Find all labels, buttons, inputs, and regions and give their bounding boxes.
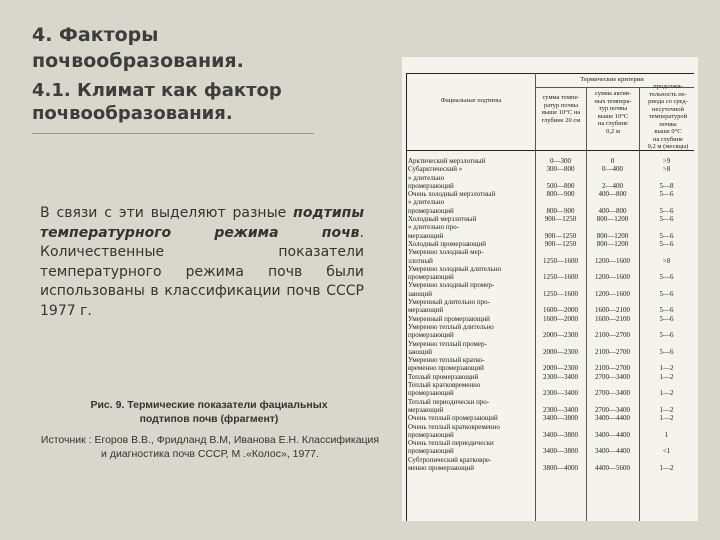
- table-cell: [639, 423, 694, 431]
- table-cell: 5—6: [659, 314, 674, 323]
- table-cell: [639, 439, 694, 447]
- table-cell: Очень теплый периодически: [408, 439, 494, 448]
- body-text: [40, 204, 364, 321]
- table-cell: 3400—3800: [543, 414, 578, 423]
- table-row: [408, 290, 696, 298]
- table-cell: промерзающий: [408, 206, 454, 215]
- table-cell: 1200—1600: [595, 256, 630, 265]
- table-cell: 4400—5600: [595, 463, 630, 472]
- table-cell: зающий: [408, 289, 432, 298]
- table-row: [408, 281, 696, 289]
- table-cell: 5—6: [659, 239, 674, 248]
- table-cell: 5—6: [659, 289, 674, 298]
- table-cell: 0—300: [550, 157, 571, 165]
- table-cell: [586, 281, 639, 289]
- table-row: [408, 198, 696, 206]
- table-cell: 1: [664, 430, 669, 439]
- table-cell: [639, 265, 694, 273]
- table-cell: временно промерзающий: [408, 364, 484, 373]
- table-cell: » длительно: [408, 173, 445, 182]
- table-cell: Субарктический »: [408, 165, 463, 174]
- table-cell: 1—2: [659, 463, 674, 472]
- table-cell: Очень теплый кратковременно: [408, 422, 500, 431]
- table-cell: 5—6: [659, 231, 674, 240]
- table-row: [408, 306, 696, 314]
- table-row: [408, 389, 696, 397]
- table-cell: Умеренно холодный промер-: [408, 281, 495, 290]
- table-cell: 1600—2000: [543, 306, 578, 315]
- table-row: [408, 340, 696, 348]
- table-row: [408, 431, 696, 439]
- table-cell: 2300—3400: [543, 372, 578, 381]
- table-cell: [639, 398, 694, 406]
- table-header-cell: продолжи- тельность пе- риода со сред- несуточной температурой почвы выше 0°С на глубине 0,2 м (месяцы): [647, 83, 689, 150]
- figure-source: Источник : Егоров В.В., Фридланд В.М, Иванова Е.Н. Классификация и диагностика почв СССР, М .«Колос», 1977.: [40, 434, 380, 460]
- body-rest: . Количественные показатели температурного режима почв были использованы в классификации почв СССР 1977 г.: [40, 224, 364, 319]
- table-row: [408, 447, 696, 455]
- table-cell: Арктический мерзлотный: [408, 157, 486, 165]
- table-cell: 5—6: [659, 306, 674, 315]
- table-header-cell: Фациальные подтипы: [440, 97, 502, 104]
- table-cell: 1250—1600: [543, 256, 578, 265]
- table-cell: 1250—1600: [543, 289, 578, 298]
- table-cell: [586, 340, 639, 348]
- table-cell: [586, 423, 639, 431]
- table-cell: [535, 423, 586, 431]
- table-cell: 400—800: [598, 190, 627, 199]
- table-cell: 3400—4400: [595, 447, 630, 456]
- table-cell: 2300—3400: [543, 405, 578, 414]
- table-row: [408, 414, 696, 422]
- table-row: [408, 456, 696, 464]
- table-cell: 2100—2700: [595, 364, 630, 373]
- table-cell: промерзающий: [408, 181, 454, 190]
- table-cell: 2000—2300: [543, 331, 578, 340]
- table-cell: Умеренно холодный мер-: [408, 248, 484, 257]
- table-cell: Умеренный длительно про-: [408, 298, 490, 307]
- table-cell: 1—2: [659, 372, 674, 381]
- table-cell: промерзающий: [408, 331, 454, 340]
- table-cell: Теплый кратковременно: [408, 381, 481, 390]
- table-cell: 2100—2700: [595, 331, 630, 340]
- table-cell: 300—800: [546, 165, 575, 174]
- table-cell: 2000—2300: [543, 364, 578, 373]
- table-cell: 900—1250: [544, 239, 577, 248]
- table-cell: мерзающий: [408, 306, 444, 315]
- table-cell: [639, 456, 694, 464]
- slide-title: 4. Факторы почвообразования.: [32, 24, 244, 72]
- table-cell: 5—6: [659, 347, 674, 356]
- table-cell: [586, 223, 639, 231]
- body-intro: В связи с эти выделяют разные: [40, 205, 294, 221]
- table-cell: [639, 198, 694, 206]
- table-cell: 1250—1600: [543, 273, 578, 282]
- table-row: [408, 207, 696, 215]
- table-row: [408, 248, 696, 256]
- table-row: [408, 315, 696, 323]
- table-cell: промерзающий: [408, 430, 454, 439]
- table-cell: злотный: [408, 256, 433, 265]
- table-cell: 1200—1600: [595, 289, 630, 298]
- table-cell: [535, 265, 586, 273]
- table-cell: Теплый периодически про-: [408, 397, 490, 406]
- table-cell: [586, 381, 639, 389]
- table-cell: [535, 381, 586, 389]
- table-cell: менно промерзающий: [408, 463, 474, 472]
- table-cell: [535, 298, 586, 306]
- table-cell: 500—800: [546, 181, 575, 190]
- table-cell: 2—400: [602, 181, 623, 190]
- table-cell: 900—1250: [544, 215, 577, 224]
- table-cell: [535, 323, 586, 331]
- table-cell: Очень холодный мерзлотный: [408, 190, 496, 199]
- table-row: [408, 182, 696, 190]
- table-row: [408, 240, 696, 248]
- table-cell: [586, 248, 639, 256]
- table-cell: >9: [662, 157, 671, 165]
- table-header-cell: сумма темпе- ратур почвы выше 10°C на глубине 20 см: [541, 94, 581, 124]
- table-cell: промерзающий: [408, 273, 454, 282]
- table-cell: 800—1200: [596, 231, 629, 240]
- table-row: [408, 273, 696, 281]
- table-cell: [639, 381, 694, 389]
- table-cell: [639, 174, 694, 182]
- table-cell: 2700—3400: [595, 389, 630, 398]
- table-row: [408, 257, 696, 265]
- table-cell: » длительно: [408, 198, 445, 207]
- table-cell: [586, 356, 639, 364]
- table-cell: [586, 198, 639, 206]
- table-cell: Умеренно холодный длительно: [408, 264, 502, 273]
- table-cell: 0: [610, 157, 615, 165]
- table-cell: 5—6: [659, 206, 674, 215]
- table-border-top: [406, 73, 694, 74]
- table-cell: [639, 340, 694, 348]
- table-cell: 2100—2700: [595, 347, 630, 356]
- table-cell: [535, 223, 586, 231]
- table-cell: зающий: [408, 347, 432, 356]
- table-cell: >8: [662, 256, 671, 265]
- table-cell: 3400—3800: [543, 447, 578, 456]
- table-cell: [535, 356, 586, 364]
- table-cell: [535, 340, 586, 348]
- table-cell: >8: [662, 165, 671, 174]
- table-header-cell: сумма актив- ных темпера- тур почвы выше 10°C на глубине 0,2 м: [594, 90, 632, 135]
- table-cell: 3400—4400: [595, 414, 630, 423]
- table-cell: [535, 198, 586, 206]
- table-cell: [639, 248, 694, 256]
- table-row: [408, 348, 696, 356]
- table-row: [408, 464, 696, 472]
- table-row: [408, 381, 696, 389]
- table-cell: промерзающий: [408, 447, 454, 456]
- table-cell: [586, 323, 639, 331]
- table-cell: Холодный мерзлотный: [408, 215, 477, 224]
- table-cell: 1—2: [659, 389, 674, 398]
- slide-subtitle: 4.1. Климат как фактор почвообразования.: [32, 80, 282, 124]
- table-cell: » длительно про-: [408, 223, 459, 232]
- table-cell: 5—6: [659, 331, 674, 340]
- table-cell: 5—8: [659, 181, 674, 190]
- title-divider: [32, 133, 314, 134]
- table-cell: [586, 298, 639, 306]
- table-cell: 800—900: [546, 190, 575, 199]
- table-cell: 5—6: [659, 190, 674, 199]
- table-row: [408, 398, 696, 406]
- table-cell: [586, 456, 639, 464]
- table-cell: 1600—2100: [595, 314, 630, 323]
- table-cell: [639, 223, 694, 231]
- table-cell: [639, 323, 694, 331]
- table-cell: 900—1250: [544, 231, 577, 240]
- table-cell: [535, 281, 586, 289]
- table-row: [408, 331, 696, 339]
- table-cell: 1—2: [659, 405, 674, 414]
- table-cell: Умеренный промерзающий: [408, 314, 490, 323]
- table-cell: 1600—2100: [595, 306, 630, 315]
- table-cell: Умеренно теплый промер-: [408, 339, 487, 348]
- table-cell: [535, 398, 586, 406]
- scanned-table: [402, 57, 698, 521]
- table-cell: 3400—4400: [595, 430, 630, 439]
- table-row: [408, 356, 696, 364]
- table-cell: Умеренно теплый длительно: [408, 322, 494, 331]
- table-row: [408, 323, 696, 331]
- table-cell: 1—2: [659, 364, 674, 373]
- table-cell: мерзающий: [408, 231, 444, 240]
- table-row: [408, 232, 696, 240]
- body-emphasis: подтипы температурного режима почв: [40, 205, 364, 241]
- table-cell: 1—2: [659, 414, 674, 423]
- table-cell: 2300—3400: [543, 389, 578, 398]
- table-cell: [535, 174, 586, 182]
- table-cell: мерзающий: [408, 405, 444, 414]
- table-cell: [586, 439, 639, 447]
- table-cell: [586, 398, 639, 406]
- table-group-header: Термические критерии: [580, 76, 644, 83]
- table-cell: 5—6: [659, 273, 674, 282]
- table-border-left: [406, 73, 407, 521]
- table-cell: [639, 281, 694, 289]
- table-row: [408, 174, 696, 182]
- table-body: [408, 157, 696, 472]
- table-cell: Холодный промерзающий: [408, 239, 487, 248]
- table-cell: [639, 298, 694, 306]
- table-cell: <1: [662, 447, 671, 456]
- table-cell: Очень теплый промерзающий: [408, 414, 498, 423]
- table-row: [408, 373, 696, 381]
- table-cell: 2700—3400: [595, 372, 630, 381]
- table-cell: 800—1200: [596, 239, 629, 248]
- table-cell: Умеренно теплый кратко-: [408, 356, 485, 365]
- table-row: [408, 165, 696, 173]
- table-cell: 5—6: [659, 215, 674, 224]
- table-row: [408, 215, 696, 223]
- table-cell: 3400—3800: [543, 430, 578, 439]
- table-cell: 0—400: [602, 165, 623, 174]
- table-cell: 800—900: [546, 206, 575, 215]
- table-row: [408, 298, 696, 306]
- table-row: [408, 423, 696, 431]
- figure-caption: Рис. 9. Термические показатели фациальных подтипов почв (фрагмент): [90, 399, 328, 425]
- table-cell: [535, 456, 586, 464]
- table-cell: [639, 356, 694, 364]
- table-row: [408, 439, 696, 447]
- table-cell: 1600—2000: [543, 314, 578, 323]
- table-cell: [535, 248, 586, 256]
- table-cell: 800—1200: [596, 215, 629, 224]
- table-row: [408, 364, 696, 372]
- table-row: [408, 190, 696, 198]
- table-cell: 2700—3400: [595, 405, 630, 414]
- table-cell: 400—800: [598, 206, 627, 215]
- table-cell: [535, 439, 586, 447]
- table-row: [408, 265, 696, 273]
- table-cell: Теплый промерзающий: [408, 372, 479, 381]
- table-row: [408, 157, 696, 165]
- table-cell: [586, 265, 639, 273]
- table-row: [408, 223, 696, 231]
- table-cell: промерзающий: [408, 389, 454, 398]
- table-row: [408, 406, 696, 414]
- table-cell: [586, 174, 639, 182]
- table-cell: 1200—1600: [595, 273, 630, 282]
- table-cell: Субтропический кратковре-: [408, 455, 492, 464]
- table-cell: 3800—4000: [543, 463, 578, 472]
- table-cell: 2000—2300: [543, 347, 578, 356]
